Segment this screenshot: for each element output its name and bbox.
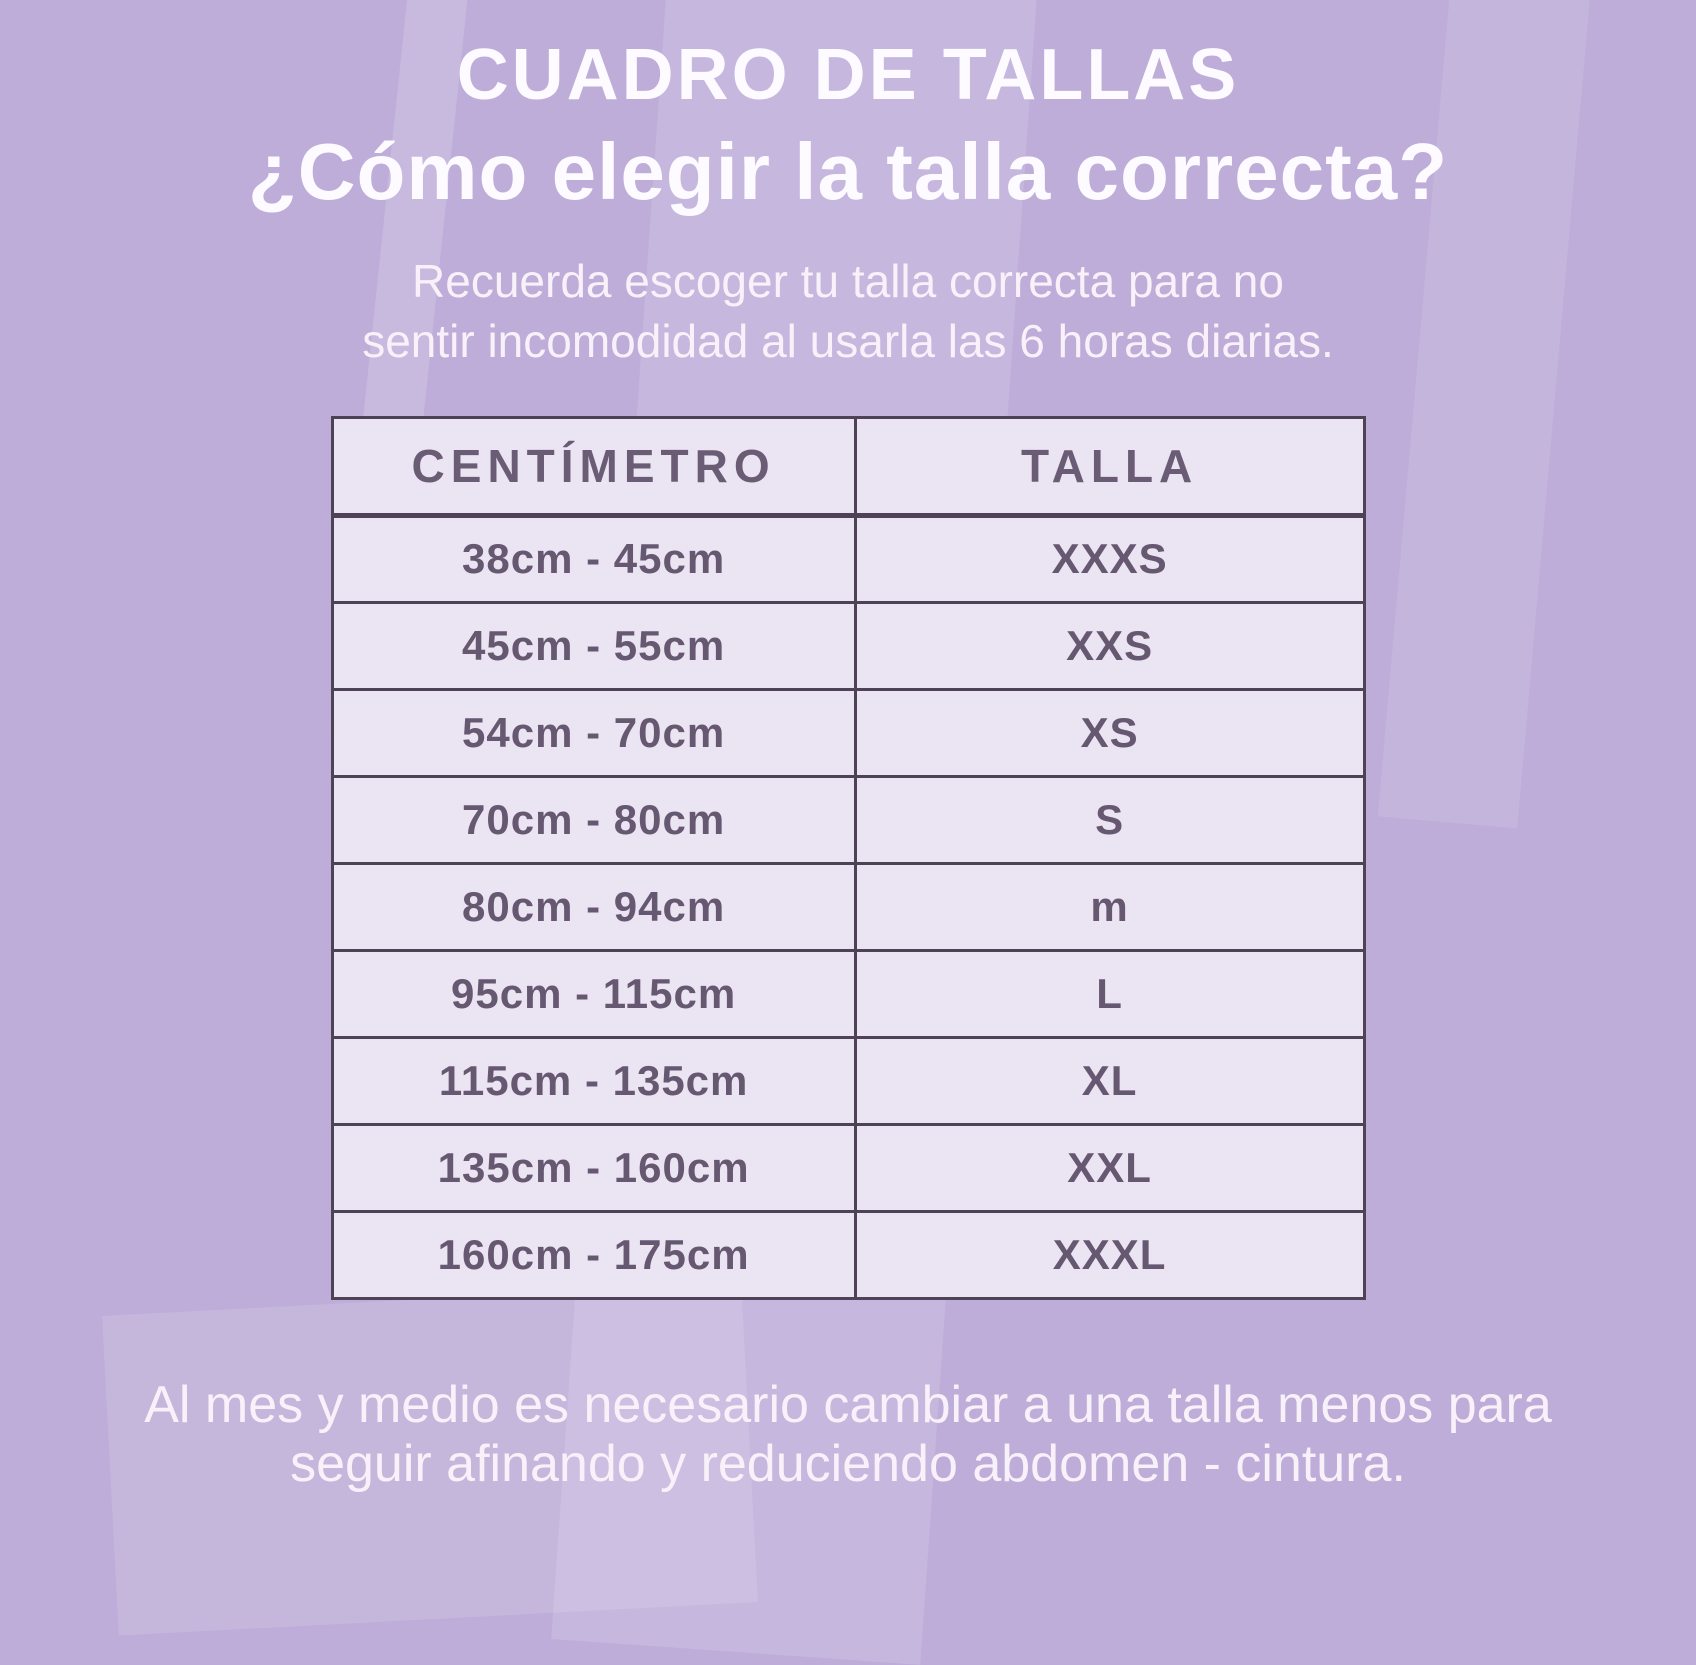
talla-cell: XXXS	[855, 515, 1364, 602]
page-subtitle: ¿Cómo elegir la talla correcta?	[247, 127, 1449, 216]
table-row	[332, 602, 1364, 689]
intro-line-2: sentir incomodidad al usarla las 6 horas diarias.	[362, 314, 1334, 367]
table-row	[332, 689, 1364, 776]
intro-line-1: Recuerda escoger tu talla correcta para no	[412, 255, 1284, 307]
column-header-centimetro: CENTÍMETRO	[332, 417, 855, 515]
centimetro-cell: 135cm - 160cm	[332, 1124, 855, 1211]
footer-line-2: seguir afinando y reduciendo abdomen - cintura.	[290, 1435, 1406, 1494]
page-title: CUADRO DE TALLAS	[456, 35, 1240, 115]
column-header-talla: TALLA	[855, 417, 1364, 515]
table-row	[332, 1037, 1364, 1124]
size-table	[331, 416, 1366, 1300]
talla-cell: XXL	[855, 1124, 1364, 1211]
table-row	[332, 863, 1364, 950]
talla-cell: XXS	[855, 602, 1364, 689]
header-row	[332, 417, 1364, 515]
size-table-body	[332, 515, 1364, 1298]
size-table-header	[332, 417, 1364, 515]
centimetro-cell: 70cm - 80cm	[332, 776, 855, 863]
talla-cell: XS	[855, 689, 1364, 776]
centimetro-cell: 80cm - 94cm	[332, 863, 855, 950]
centimetro-cell: 160cm - 175cm	[332, 1211, 855, 1298]
table-row	[332, 1211, 1364, 1298]
size-chart-infographic	[0, 34, 1696, 1495]
talla-cell: m	[855, 863, 1364, 950]
table-row	[332, 950, 1364, 1037]
centimetro-cell: 115cm - 135cm	[332, 1037, 855, 1124]
table-row	[332, 515, 1364, 602]
centimetro-cell: 45cm - 55cm	[332, 602, 855, 689]
footer-line-1: Al mes y medio es necesario cambiar a una talla menos para	[144, 1375, 1552, 1434]
table-row	[332, 1124, 1364, 1211]
intro-text	[0, 252, 1696, 372]
table-row	[332, 776, 1364, 863]
talla-cell: XL	[855, 1037, 1364, 1124]
talla-cell: S	[855, 776, 1364, 863]
talla-cell: L	[855, 950, 1364, 1037]
centimetro-cell: 54cm - 70cm	[332, 689, 855, 776]
centimetro-cell: 38cm - 45cm	[332, 515, 855, 602]
talla-cell: XXXL	[855, 1211, 1364, 1298]
centimetro-cell: 95cm - 115cm	[332, 950, 855, 1037]
footer-note	[0, 1376, 1696, 1496]
